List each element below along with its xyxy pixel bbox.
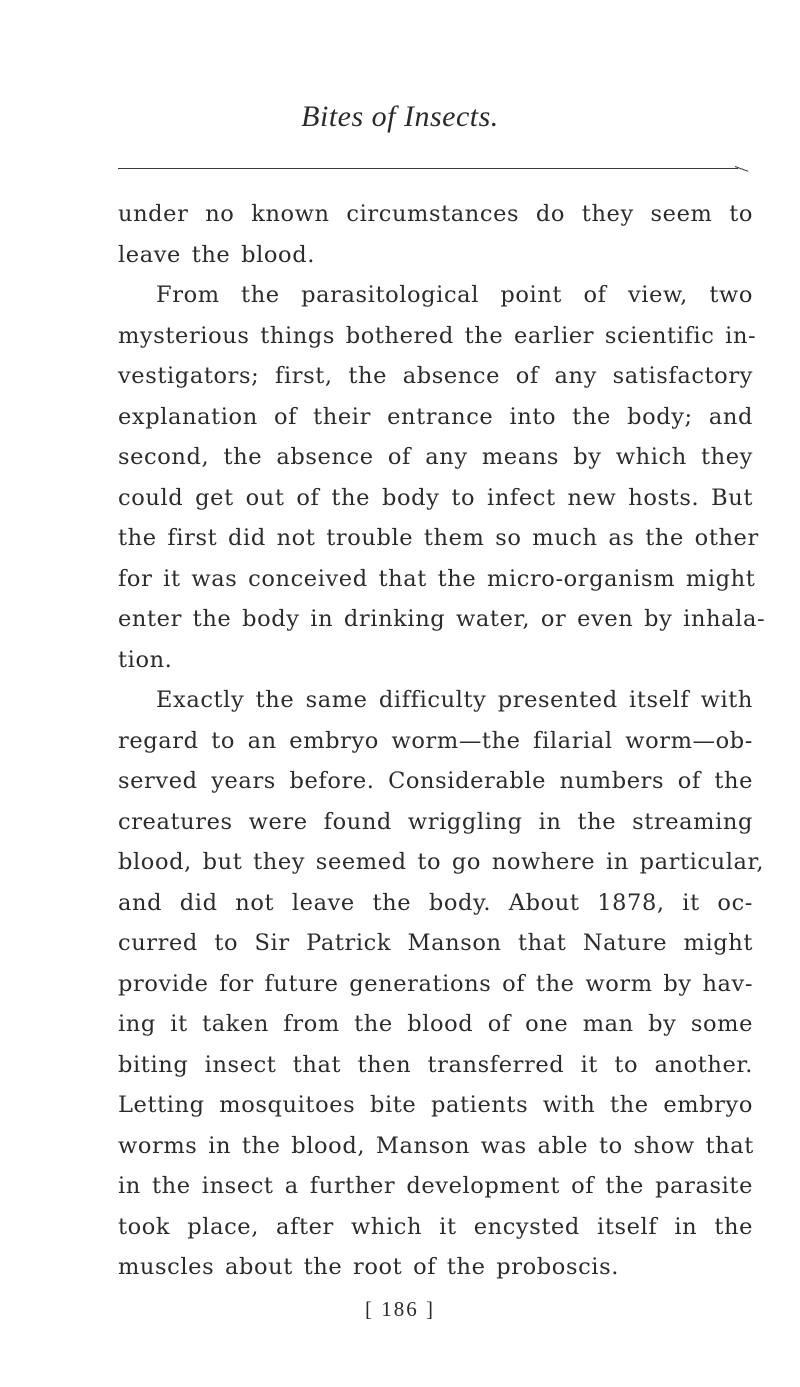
text-line: explanation of their entrance into the body; and [118,403,753,430]
text-line: blood, but they seemed to go nowhere in particular, [118,849,765,875]
text-line: the first did not trouble them so much as the other [118,525,759,551]
text-line: biting insect that then transferred it to another. [118,1051,753,1078]
text-line: ing it taken from the blood of one man by some [118,1011,753,1037]
text-line: and did not leave the body. About 1878, it oc- [118,889,753,916]
text-line: second, the absence of any means by which they [118,444,753,470]
text-line: curred to Sir Patrick Manson that Nature might [118,930,753,956]
text-line: served years before. Considerable numbers of the [118,768,753,794]
running-head: Bites of Insects. [301,100,499,133]
text-line: Letting mosquitoes bite patients with the embryo [118,1092,753,1118]
text-line: From the parasitological point of view, two [156,282,753,308]
text-line: regard to an embryo worm—the filarial worm—ob- [118,727,753,754]
text-line: provide for future generations of the worm by hav- [118,970,754,997]
text-line: in the insect a further development of the parasite [118,1173,753,1199]
text-line: muscles about the root of the proboscis. [118,1254,619,1280]
text-line: mysterious things bothered the earlier scientific in- [118,322,757,349]
text-line: enter the body in drinking water, or even by inhala- [118,606,766,632]
page-number: [ 186 ] [365,1297,435,1321]
header-rule [118,168,738,169]
text-line: took place, after which it encysted itself in the [118,1213,753,1240]
text-line: creatures were found wriggling in the streaming [118,808,753,835]
text-line: under no known circumstances do they seem to [118,201,753,227]
text-line: Exactly the same difficulty presented itself with [156,687,753,713]
text-line: leave the blood. [118,241,315,268]
text-line: tion. [118,646,173,673]
text-line: could get out of the body to infect new hosts. But [118,484,753,511]
text-line: for it was conceived that the micro-organism might [118,565,756,592]
text-line: vestigators; first, the absence of any satisfactory [118,363,753,389]
body-text [118,194,766,1288]
text-line: worms in the blood, Manson was able to show that [118,1132,754,1159]
